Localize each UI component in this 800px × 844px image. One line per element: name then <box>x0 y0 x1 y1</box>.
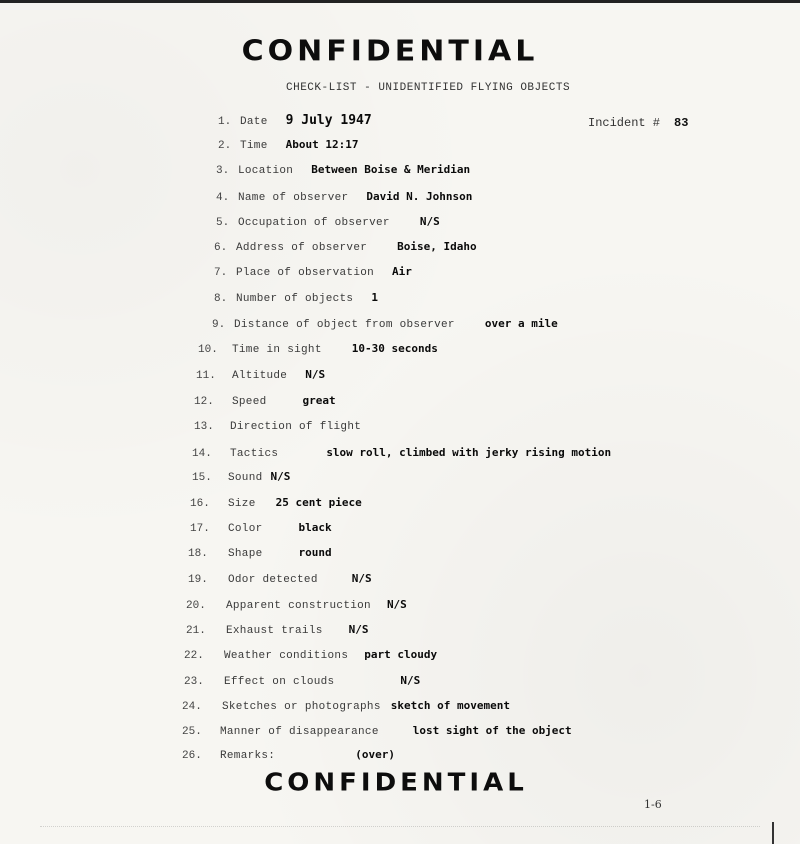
confidential-stamp-top: CONFIDENTIAL <box>241 34 539 69</box>
item-number: 7. <box>214 267 228 279</box>
item-observer-address <box>214 240 477 256</box>
item-value: N/S <box>305 368 326 381</box>
item-value: black <box>298 521 332 534</box>
item-number: 25. <box>182 726 202 738</box>
item-value: N/S <box>270 470 291 483</box>
item-value: N/S <box>400 674 421 687</box>
item-shape <box>188 546 332 562</box>
item-label: Place of observation <box>236 267 375 279</box>
item-number: 2. <box>218 140 232 152</box>
item-value: Air <box>392 265 412 278</box>
item-value: N/S <box>386 598 407 611</box>
item-number: 19. <box>188 574 208 586</box>
item-flight-direction <box>194 419 379 435</box>
item-value: N/S <box>419 215 440 228</box>
item-label: Direction of flight <box>230 421 362 433</box>
incident-label: Incident # <box>588 116 661 130</box>
item-value: N/S <box>348 623 369 636</box>
item-label: Weather conditions <box>224 650 349 662</box>
item-value: 9 July 1947 <box>285 113 372 128</box>
item-label: Time <box>240 140 268 152</box>
item-value: 25 cent piece <box>275 496 362 509</box>
item-label: Sketches or photographs <box>222 701 381 713</box>
item-value: About 12:17 <box>285 138 359 151</box>
item-value: 10-30 seconds <box>351 342 438 355</box>
item-value: David N. Johnson <box>366 190 473 203</box>
item-number: 4. <box>216 192 230 204</box>
item-value: great <box>302 394 336 407</box>
item-value: N/S <box>351 572 372 585</box>
item-label: Altitude <box>232 370 288 382</box>
item-number: 6. <box>214 242 228 254</box>
item-size <box>190 496 362 512</box>
item-value: (over) <box>355 748 395 761</box>
item-number: 3. <box>216 165 230 177</box>
item-number: 8. <box>214 293 228 305</box>
item-label: Tactics <box>230 448 279 460</box>
margin-mark <box>772 822 774 844</box>
item-label: Remarks: <box>220 750 276 762</box>
item-number: 18. <box>188 548 208 560</box>
item-number: 9. <box>212 319 226 331</box>
top-edge <box>0 0 800 3</box>
item-number: 14. <box>192 448 212 460</box>
item-sketches <box>182 699 510 715</box>
item-label: Odor detected <box>228 574 318 586</box>
item-value: Between Boise & Meridian <box>311 163 471 176</box>
item-label: Occupation of observer <box>238 217 390 229</box>
item-object-count <box>214 291 378 307</box>
item-value: part cloudy <box>364 648 438 661</box>
item-label: Effect on clouds <box>224 676 335 688</box>
item-date <box>218 113 372 129</box>
item-value: 1 <box>371 291 378 304</box>
item-number: 5. <box>216 217 230 229</box>
item-label: Name of observer <box>238 192 349 204</box>
item-label: Number of objects <box>236 293 354 305</box>
item-value: Boise, Idaho <box>397 240 477 253</box>
item-label: Shape <box>228 548 263 560</box>
item-label: Color <box>228 523 263 535</box>
item-label: Time in sight <box>232 344 322 356</box>
item-label: Exhaust trails <box>226 625 323 637</box>
item-number: 12. <box>194 396 214 408</box>
item-number: 11. <box>196 370 216 382</box>
item-number: 16. <box>190 498 210 510</box>
scan-artifact-line <box>40 826 760 828</box>
item-label: Size <box>228 498 256 510</box>
item-odor <box>188 572 372 588</box>
item-value: slow roll, climbed with jerky rising motion <box>326 446 612 459</box>
item-number: 10. <box>198 344 218 356</box>
item-remarks <box>182 748 395 764</box>
item-number: 21. <box>186 625 206 637</box>
form-title: CHECK-LIST - UNIDENTIFIED FLYING OBJECTS <box>286 82 571 94</box>
item-number: 13. <box>194 421 214 433</box>
incident-value: 83 <box>674 116 689 130</box>
item-color <box>190 521 332 537</box>
item-altitude <box>196 368 325 384</box>
item-value: round <box>298 546 332 559</box>
item-observer-name <box>216 190 472 206</box>
item-observation-place <box>214 265 412 281</box>
item-number: 22. <box>184 650 204 662</box>
item-cloud-effect <box>184 674 420 690</box>
item-speed <box>194 394 336 410</box>
item-disappearance <box>182 724 572 740</box>
item-number: 20. <box>186 600 206 612</box>
item-weather <box>184 648 437 664</box>
item-value: sketch of movement <box>390 699 510 712</box>
item-label: Speed <box>232 396 267 408</box>
item-label: Location <box>238 165 294 177</box>
item-sound <box>192 470 290 486</box>
item-time <box>218 138 358 154</box>
item-number: 17. <box>190 523 210 535</box>
item-construction <box>186 598 407 614</box>
item-label: Manner of disappearance <box>220 726 379 738</box>
confidential-stamp-bottom: CONFIDENTIAL <box>264 768 528 798</box>
item-time-in-sight <box>198 342 438 358</box>
item-exhaust-trails <box>186 623 369 639</box>
item-distance <box>212 317 558 333</box>
item-number: 24. <box>182 701 202 713</box>
item-observer-occupation <box>216 215 440 231</box>
item-number: 15. <box>192 472 212 484</box>
item-number: 26. <box>182 750 202 762</box>
item-number: 23. <box>184 676 204 688</box>
item-location <box>216 163 470 179</box>
item-label: Distance of object from observer <box>234 319 455 331</box>
item-label: Address of observer <box>236 242 368 254</box>
item-value: lost sight of the object <box>412 724 572 737</box>
item-label: Date <box>240 116 268 128</box>
item-label: Sound <box>228 472 263 484</box>
item-label: Apparent construction <box>226 600 371 612</box>
page-mark: 1-6 <box>644 798 662 811</box>
item-tactics <box>192 446 611 462</box>
item-value: over a mile <box>484 317 558 330</box>
item-number: 1. <box>218 116 232 128</box>
incident-number <box>588 116 688 130</box>
